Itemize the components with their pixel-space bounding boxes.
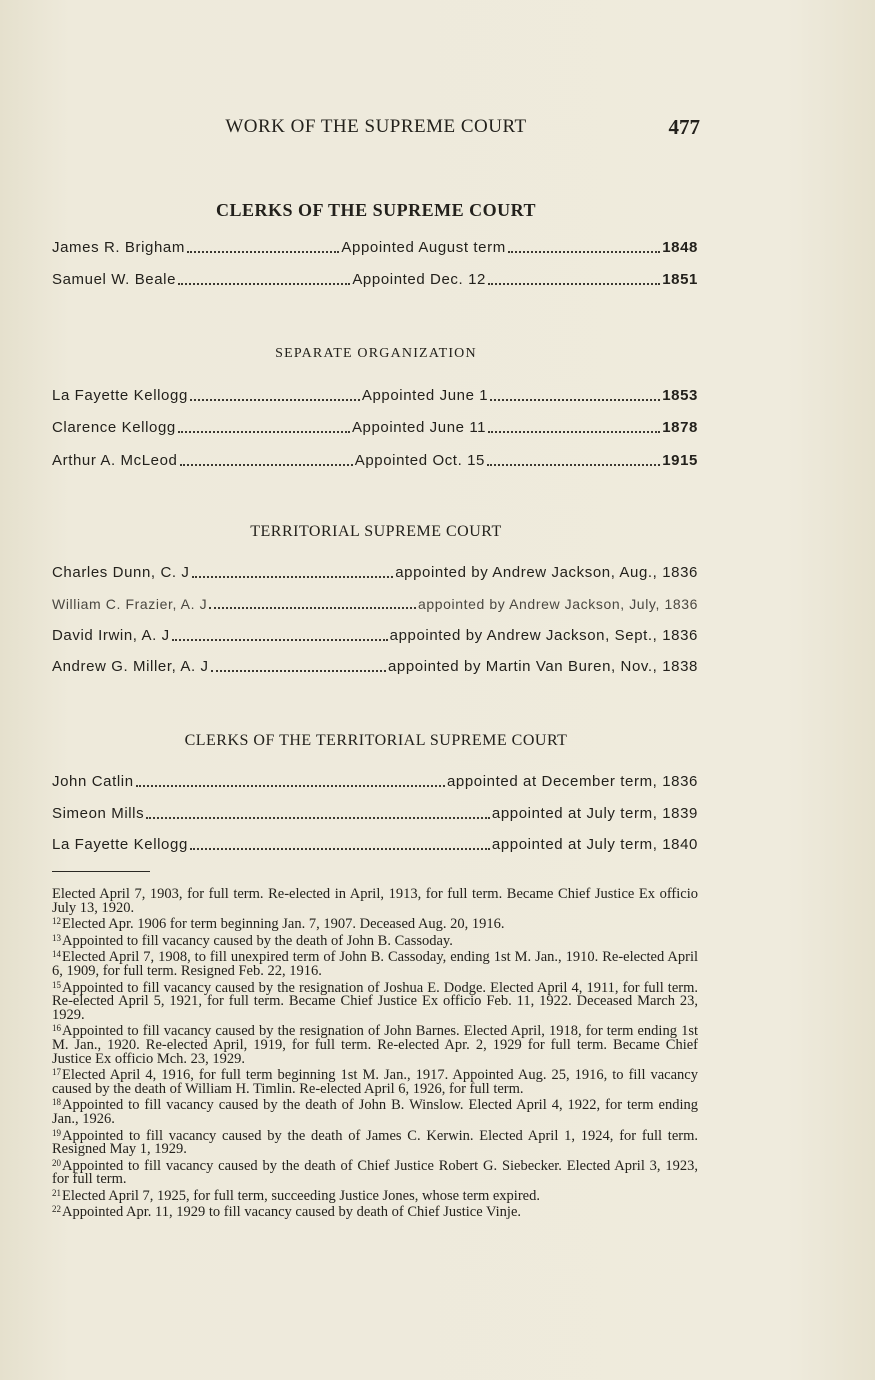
footnote xyxy=(52,979,698,1023)
footnote-mark: 18 xyxy=(52,1097,61,1108)
dot-leader xyxy=(178,283,350,285)
justice-name: Charles Dunn, C. J xyxy=(52,564,190,581)
dot-leader xyxy=(190,848,490,850)
footnote xyxy=(52,1203,698,1220)
table-row xyxy=(52,658,698,675)
running-head-title: WORK OF THE SUPREME COURT xyxy=(225,116,527,137)
dot-leader xyxy=(488,283,660,285)
table-row xyxy=(52,452,698,469)
dot-leader xyxy=(178,431,350,433)
footnote-text: Elected Apr. 1906 for term beginning Jan. 7, 1907. Deceased Aug. 20, 1916. xyxy=(62,916,505,933)
year: 1915 xyxy=(662,452,698,469)
table-row xyxy=(52,805,698,822)
section-heading: SEPARATE ORGANIZATION xyxy=(275,346,477,361)
year: 1851 xyxy=(662,271,698,288)
footnote-mark: 13 xyxy=(52,932,61,943)
dot-leader xyxy=(146,817,490,819)
table-row xyxy=(52,387,698,404)
dot-leader xyxy=(209,607,416,609)
table-row xyxy=(52,271,698,288)
appointment-text: Appointed Oct. 15 xyxy=(354,452,485,469)
footnote xyxy=(52,948,698,978)
footnote-text: Appointed to fill vacancy caused by the death of Chief Justice Robert G. Siebecker. Elected April 3, 1923, for full term. xyxy=(52,1157,698,1188)
table-row xyxy=(52,836,698,853)
footnote xyxy=(52,1022,698,1066)
footnote-text: Appointed to fill vacancy caused by the resignation of Joshua E. Dodge. Elected April 4, 1911, for full term. Re-elected April 5, 1921, for full term. Became Chief Justice Ex officio Feb. 11, 1922. Deceased March 23, 1929. xyxy=(52,979,698,1023)
footnote-text: Elected April 7, 1908, to fill unexpired term of John B. Cassoday, ending 1st M. Jan., 1910. Re-elected April 6, 1909, for full term. Resigned Feb. 22, 1916. xyxy=(52,949,698,979)
dot-leader xyxy=(487,464,660,466)
dot-leader xyxy=(490,399,660,401)
footnote-rule xyxy=(52,871,150,872)
footnote xyxy=(52,932,698,949)
section-heading: CLERKS OF THE SUPREME COURT xyxy=(216,200,536,220)
table-row xyxy=(52,627,698,644)
justice-name: David Irwin, A. J xyxy=(52,627,170,644)
dot-leader xyxy=(508,251,660,253)
footnote xyxy=(52,915,698,932)
footnote-text: Elected April 7, 1925, for full term, succeeding Justice Jones, whose term expired. xyxy=(62,1187,540,1204)
footnote xyxy=(52,1066,698,1096)
footnote-mark: 20 xyxy=(52,1157,61,1168)
dot-leader xyxy=(187,251,339,253)
table-row xyxy=(52,239,698,256)
footnote-mark: 21 xyxy=(52,1187,61,1198)
appointment-text: Appointed August term xyxy=(341,239,506,256)
footnote xyxy=(52,1187,698,1204)
year: 1853 xyxy=(662,387,699,404)
footnote-mark: 22 xyxy=(52,1204,61,1215)
dot-leader xyxy=(172,639,388,641)
clerk-name: Simeon Mills xyxy=(52,805,145,822)
section-heading: CLERKS OF THE TERRITORIAL SUPREME COURT xyxy=(184,732,568,749)
footnote xyxy=(52,1127,698,1157)
year: 1848 xyxy=(662,239,699,256)
appointment-text: Appointed Dec. 12 xyxy=(352,271,486,288)
footnote-mark: 17 xyxy=(52,1067,61,1078)
footnote-mark: 19 xyxy=(52,1127,61,1138)
appointment-text: appointed at July term, 1840 xyxy=(491,836,698,853)
appointment-text: Appointed June 11 xyxy=(351,419,487,436)
footnote xyxy=(52,1157,698,1187)
year: 1878 xyxy=(662,419,699,436)
dot-leader xyxy=(192,576,394,578)
clerk-name: Arthur A. McLeod xyxy=(52,452,178,469)
page-number: 477 xyxy=(668,115,700,139)
table-row xyxy=(52,564,698,581)
footnote xyxy=(52,1096,698,1126)
footnote xyxy=(52,888,698,915)
table-row xyxy=(52,596,698,612)
footnote-text: Appointed Apr. 11, 1929 to fill vacancy caused by death of Chief Justice Vinje. xyxy=(62,1204,522,1221)
justice-name: William C. Frazier, A. J xyxy=(52,596,208,612)
footnote-mark: 15 xyxy=(52,979,61,990)
clerk-name: James R. Brigham xyxy=(52,239,185,256)
dot-leader xyxy=(180,464,353,466)
clerk-name: Clarence Kellogg xyxy=(52,419,176,436)
appointment-text: appointed by Martin Van Buren, Nov., 1838 xyxy=(387,658,698,675)
appointment-text: appointed by Andrew Jackson, July, 1836 xyxy=(418,596,698,612)
footnote-mark: 16 xyxy=(52,1023,61,1034)
appointment-text: Appointed June 1 xyxy=(361,387,489,404)
footnote-text: Appointed to fill vacancy caused by the death of John B. Cassoday. xyxy=(62,932,453,949)
footnote-text: Appointed to fill vacancy caused by the death of John B. Winslow. Elected April 4, 1922, for term ending Jan., 1926. xyxy=(52,1097,698,1127)
table-row xyxy=(52,773,698,790)
clerk-name: John Catlin xyxy=(52,773,134,790)
appointment-text: appointed by Andrew Jackson, Aug., 1836 xyxy=(395,564,698,581)
clerk-name: La Fayette Kellogg xyxy=(52,387,188,404)
footnote-mark: 12 xyxy=(52,916,61,927)
table-row xyxy=(52,419,698,436)
dot-leader xyxy=(190,399,360,401)
footnote-text: Appointed to fill vacancy caused by the death of James C. Kerwin. Elected April 1, 1924, for full term. Resigned May 1, 1929. xyxy=(52,1127,698,1158)
appointment-text: appointed at July term, 1839 xyxy=(491,805,698,822)
appointment-text: appointed at December term, 1836 xyxy=(446,773,698,790)
dot-leader xyxy=(488,431,660,433)
justice-name: Andrew G. Miller, A. J xyxy=(52,658,209,675)
footnote-mark: 14 xyxy=(52,949,61,960)
dot-leader xyxy=(211,670,386,672)
clerk-name: La Fayette Kellogg xyxy=(52,836,188,853)
footnote-text: Appointed to fill vacancy caused by the resignation of John Barnes. Elected April, 1918, for term ending 1st M. Jan., 1920. Re-elected April, 1919, for full term. Re-elected Apr. 2, 1929 for full term. Became Chief Justice Ex officio Mch. 23, 1929. xyxy=(52,1023,698,1067)
dot-leader xyxy=(136,785,445,787)
clerk-name: Samuel W. Beale xyxy=(52,271,177,288)
footnotes xyxy=(52,888,698,1220)
footnote-text: Elected April 7, 1903, for full term. Re-elected in April, 1913, for full term. Became Chief Justice Ex officio July 13, 1920. xyxy=(52,886,698,916)
section-heading: TERRITORIAL SUPREME COURT xyxy=(250,523,502,540)
running-head xyxy=(52,116,700,142)
footnote-text: Elected April 4, 1916, for full term beginning 1st M. Jan., 1917. Appointed Aug. 25, 1916, to fill vacancy caused by the death of William H. Timlin. Re-elected April 6, 1926, for full term. xyxy=(52,1067,698,1097)
appointment-text: appointed by Andrew Jackson, Sept., 1836 xyxy=(389,627,698,644)
